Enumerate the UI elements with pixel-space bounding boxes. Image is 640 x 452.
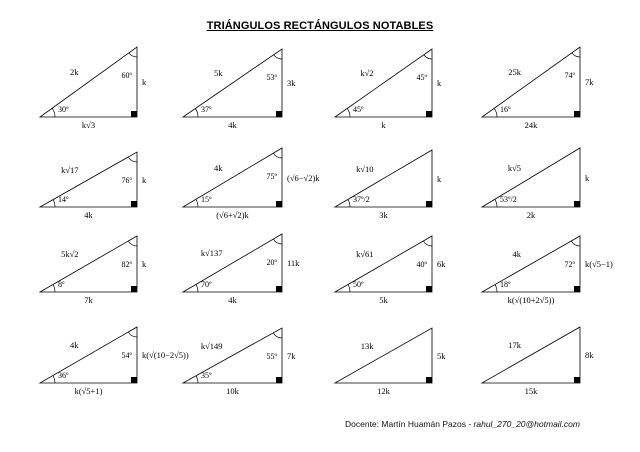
angle-top-label: 20º xyxy=(266,258,277,267)
right-angle-marker xyxy=(131,377,137,383)
angle-left-label: 70º xyxy=(201,280,212,289)
right-angle-marker xyxy=(276,201,282,207)
right-angle-marker xyxy=(574,377,580,383)
hypotenuse-label: k√137 xyxy=(200,248,223,258)
vertical-leg-label: k(√5−1) xyxy=(585,259,613,269)
angle-top-label: 55º xyxy=(266,352,277,361)
angle-left-label: 36º xyxy=(58,371,69,380)
angle-arc-left xyxy=(495,199,497,207)
angle-left-label: 15º xyxy=(201,195,212,204)
right-triangle xyxy=(482,148,580,207)
right-angle-marker xyxy=(574,286,580,292)
triangle-outline xyxy=(335,328,432,383)
angle-arc-left xyxy=(52,108,55,117)
vertical-leg-label: k(√(10−2√5)) xyxy=(142,350,189,360)
angle-top-label: 53º xyxy=(266,73,277,82)
angle-arc-left xyxy=(196,199,198,207)
right-triangle xyxy=(482,327,580,383)
angle-top-label: 40º xyxy=(416,260,427,269)
angle-arc-top xyxy=(128,332,137,337)
angle-arc-top xyxy=(273,239,282,244)
triangle-outline xyxy=(183,49,282,117)
vertical-leg-label: k xyxy=(142,174,147,185)
hypotenuse-label: 13k xyxy=(360,340,374,351)
horizontal-leg-label: 10k xyxy=(226,386,239,396)
angle-arc-left xyxy=(53,376,55,383)
hypotenuse-label: 4k xyxy=(512,249,521,259)
email-link[interactable]: rahul_270_20@hotmail.com xyxy=(473,419,580,429)
triangle-outline xyxy=(482,327,580,383)
hypotenuse-label: k√61 xyxy=(356,249,374,259)
right-triangle xyxy=(335,49,432,117)
angle-arc-left xyxy=(348,285,350,292)
triangle-outline xyxy=(335,49,432,117)
vertical-leg-label: 3k xyxy=(287,78,296,88)
triangle-outline xyxy=(335,150,432,207)
angle-arc-top xyxy=(571,241,580,246)
angle-arc-left xyxy=(53,285,55,292)
angle-top-label: 60º xyxy=(121,71,132,80)
angle-left-label: 45º xyxy=(353,105,364,114)
hypotenuse-label: 4k xyxy=(214,162,223,173)
right-angle-marker xyxy=(131,111,137,117)
angle-top-label: 54º xyxy=(121,351,132,360)
angle-left-label: 53º/2 xyxy=(500,195,517,204)
hypotenuse-label: 5k√2 xyxy=(61,249,79,259)
angle-top-label: 74º xyxy=(564,71,575,80)
vertical-leg-label: k xyxy=(142,77,147,87)
triangle-outline xyxy=(482,47,580,117)
angle-arc-top xyxy=(128,157,137,162)
hypotenuse-label: k√17 xyxy=(61,164,79,175)
angle-arc-left xyxy=(196,284,198,292)
hypotenuse-label: k√149 xyxy=(200,340,223,351)
right-angle-marker xyxy=(426,286,432,292)
angle-top-label: 45º xyxy=(416,73,427,82)
vertical-leg-label: 6k xyxy=(437,259,446,269)
angle-arc-top xyxy=(424,55,432,59)
hypotenuse-label: 17k xyxy=(508,340,521,350)
vertical-leg-label: k xyxy=(437,78,442,88)
angle-left-label: 30º xyxy=(58,105,69,114)
right-angle-marker xyxy=(276,377,282,383)
hypotenuse-label: 5k xyxy=(214,68,223,78)
horizontal-leg-label: 15k xyxy=(524,386,538,396)
right-angle-marker xyxy=(426,201,432,207)
horizontal-leg-label: k xyxy=(381,120,386,130)
hypotenuse-label: 4k xyxy=(70,340,79,350)
right-triangle xyxy=(40,47,137,117)
right-triangle xyxy=(183,49,282,117)
horizontal-leg-label: 2k xyxy=(526,210,536,220)
hypotenuse-label: k√2 xyxy=(360,68,374,78)
angle-arc-top xyxy=(273,153,282,158)
angle-top-label: 72º xyxy=(564,260,575,269)
docente-label: Docente: Martín Huamán Pazos xyxy=(345,419,466,429)
vertical-leg-label: k xyxy=(142,259,147,269)
hypotenuse-label: 2k xyxy=(70,67,79,77)
vertical-leg-label: k xyxy=(437,173,442,184)
triangle-outline xyxy=(40,47,137,117)
angle-arc-left xyxy=(195,109,198,117)
horizontal-leg-label: 3k xyxy=(379,210,388,220)
vertical-leg-label: k xyxy=(585,172,590,183)
angle-left-label: 8º xyxy=(58,280,65,289)
right-angle-marker xyxy=(574,111,580,117)
angle-top-label: 82º xyxy=(121,260,132,269)
right-angle-marker xyxy=(574,201,580,207)
right-triangle xyxy=(335,328,432,383)
horizontal-leg-label: 4k xyxy=(84,210,93,220)
angle-left-label: 18º xyxy=(500,280,511,289)
horizontal-leg-label: k(√(10+2√5)) xyxy=(507,295,555,305)
right-angle-marker xyxy=(426,111,432,117)
footer xyxy=(345,419,635,429)
vertical-leg-label: 5k xyxy=(437,350,446,361)
angle-arc-left xyxy=(347,108,350,117)
horizontal-leg-label: (√6+√2)k xyxy=(216,210,249,220)
angle-left-label: 16º xyxy=(500,105,511,114)
angle-arc-top xyxy=(128,241,137,246)
angle-top-label: 76º xyxy=(121,176,132,185)
vertical-leg-label: (√6−√2)k xyxy=(287,172,320,183)
angle-left-label: 14º xyxy=(58,195,69,204)
angle-arc-left xyxy=(348,199,350,207)
right-angle-marker xyxy=(131,201,137,207)
hypotenuse-label: k√10 xyxy=(356,163,374,174)
angle-arc-left xyxy=(495,285,497,292)
horizontal-leg-label: 7k xyxy=(84,295,93,305)
vertical-leg-label: 8k xyxy=(585,350,594,360)
angle-left-label: 50º xyxy=(353,280,364,289)
vertical-leg-label: 11k xyxy=(287,258,300,268)
horizontal-leg-label: k√3 xyxy=(81,120,96,130)
angle-arc-top xyxy=(129,53,137,57)
right-angle-marker xyxy=(276,286,282,292)
angle-arc-top xyxy=(274,55,282,59)
horizontal-leg-label: 24k xyxy=(524,120,538,130)
vertical-leg-label: 7k xyxy=(585,77,594,87)
angle-left-label: 37º/2 xyxy=(353,195,370,204)
hypotenuse-label: 25k xyxy=(508,67,521,77)
page-title: TRIÁNGULOS RECTÁNGULOS NOTABLES xyxy=(206,20,434,32)
horizontal-leg-label: 12k xyxy=(377,386,390,396)
horizontal-leg-label: k(√5+1) xyxy=(74,386,103,396)
right-angle-marker xyxy=(131,286,137,292)
angle-left-label: 35º xyxy=(201,371,212,380)
horizontal-leg-label: 5k xyxy=(379,295,388,305)
horizontal-leg-label: 4k xyxy=(228,120,237,130)
right-triangle xyxy=(335,150,432,207)
right-angle-marker xyxy=(276,111,282,117)
angle-arc-left xyxy=(494,108,497,117)
right-angle-marker xyxy=(426,377,432,383)
angle-arc-top xyxy=(572,53,580,57)
angle-left-label: 37º xyxy=(201,105,212,114)
angle-arc-top xyxy=(273,333,282,338)
horizontal-leg-label: 4k xyxy=(228,295,237,305)
angle-arc-top xyxy=(423,241,432,246)
angle-arc-left xyxy=(53,200,55,207)
hypotenuse-label: k√5 xyxy=(507,162,521,173)
vertical-leg-label: 7k xyxy=(287,350,296,361)
angle-arc-left xyxy=(196,376,198,383)
angle-top-label: 75º xyxy=(266,172,277,181)
triangle-outline xyxy=(482,148,580,207)
footer-separator: - xyxy=(468,419,472,429)
right-triangle xyxy=(482,47,580,117)
